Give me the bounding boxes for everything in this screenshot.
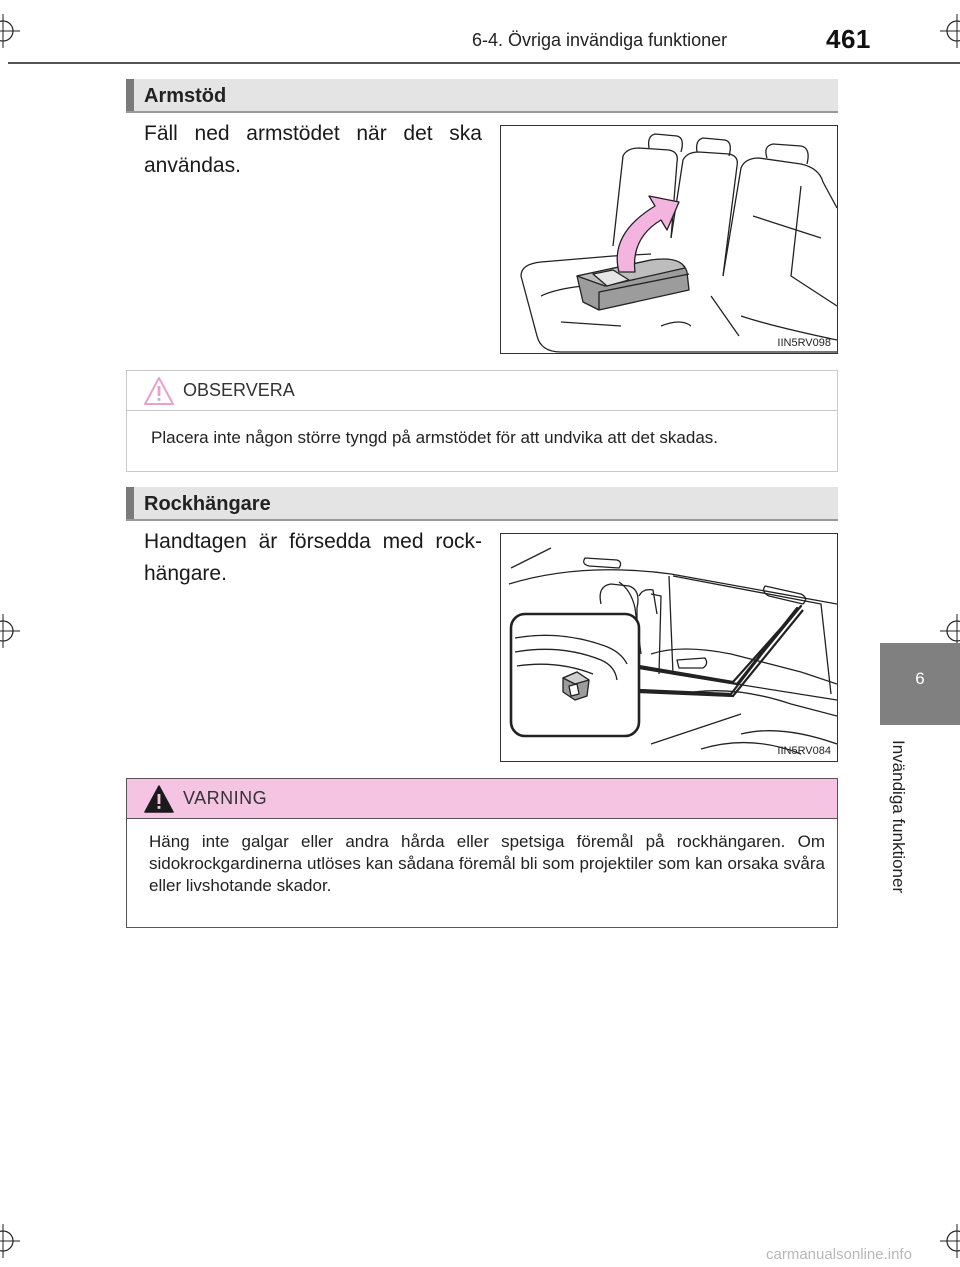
warning-triangle-icon: [143, 784, 175, 814]
armrest-instruction: Fäll ned armstödet när det ska användas.: [144, 122, 482, 177]
registration-mark-mid-left: [0, 614, 20, 648]
page-number: 461: [826, 24, 871, 54]
watermark: carmanualsonline.info: [766, 1246, 912, 1263]
warning-box: [126, 778, 838, 928]
notice-header: [127, 371, 837, 411]
section-header-armrest: [126, 79, 838, 113]
notice-box: [126, 370, 838, 472]
registration-mark-top-left: [0, 14, 20, 48]
coat-hook-illustration: [500, 533, 838, 762]
section-header-coat-hook: [126, 487, 838, 521]
coat-hook-figure-code: IIN5RV084: [777, 745, 831, 757]
chapter-tab: [880, 643, 960, 725]
header-section-title: 6-4. Övriga invändiga funktioner: [472, 30, 728, 50]
registration-mark-bottom-right: [940, 1224, 960, 1258]
warning-text: Häng inte galgar eller andra hårda eller spetsiga föremål på rockhängaren. Om sidokrockgardinerna utlöses kan sådana föremål bli som projektiler som kan orsaka svåra eller livshotande skador.: [149, 832, 825, 895]
notice-text: Placera inte någon större tyngd på armstödet för att undvika att det skadas.: [151, 428, 718, 447]
caution-triangle-icon: [143, 376, 175, 406]
section-title-armrest: Armstöd: [144, 85, 227, 107]
armrest-figure-code: IIN5RV098: [777, 337, 831, 349]
chapter-label: Invändiga funktioner: [889, 740, 908, 894]
chapter-label-container: [868, 740, 928, 920]
registration-mark-top-right: [940, 14, 960, 48]
chapter-number: 6: [915, 669, 925, 688]
registration-mark-bottom-left: [0, 1224, 20, 1258]
header-divider: [8, 62, 960, 64]
notice-title: OBSERVERA: [183, 380, 295, 400]
section-title-coat-hook: Rockhängare: [144, 493, 271, 515]
armrest-illustration: [500, 125, 838, 354]
coat-hook-description: Handtagen är försedda med rock-hängare.: [144, 530, 482, 585]
warning-header: [127, 779, 837, 819]
warning-title: VARNING: [183, 788, 268, 808]
